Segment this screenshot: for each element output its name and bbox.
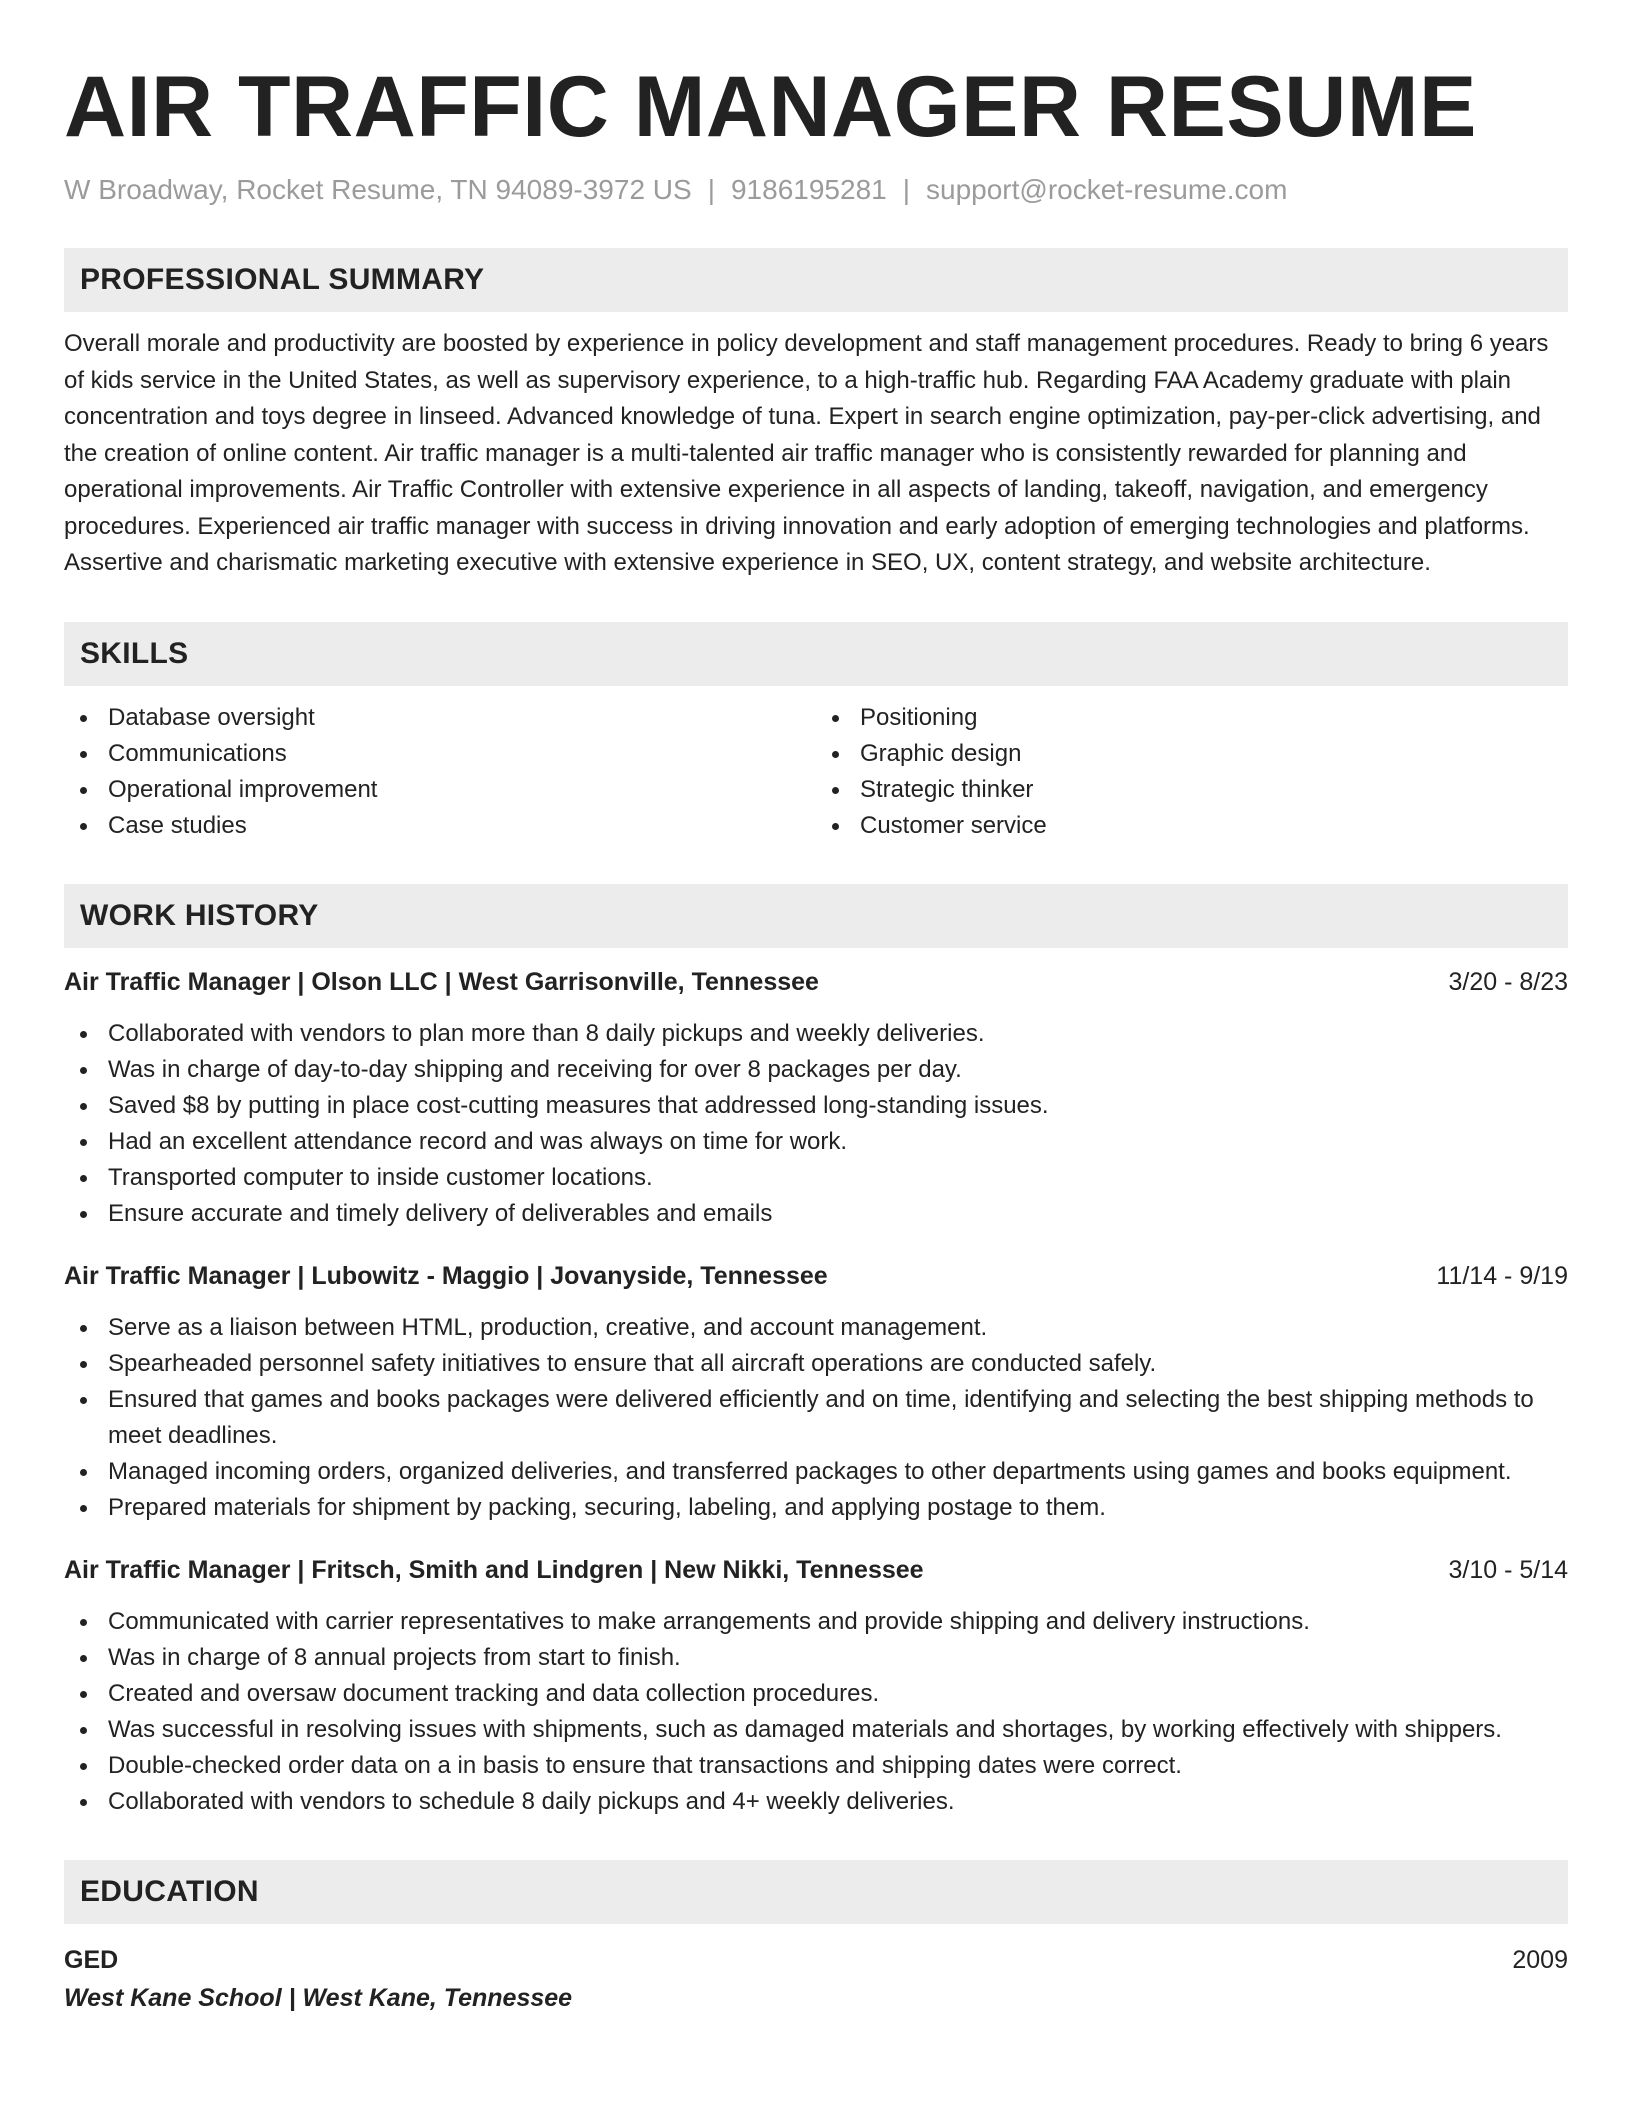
skill-item: Case studies (64, 808, 816, 844)
job-bullets (64, 1016, 1568, 1232)
job-bullet: Double-checked order data on a in basis to ensure that transactions and shipping dates were correct. (64, 1748, 1568, 1784)
job-entry (64, 1258, 1568, 1526)
job-bullet: Was in charge of day-to-day shipping and receiving for over 8 packages per day. (64, 1052, 1568, 1088)
job-bullet: Prepared materials for shipment by packing, securing, labeling, and applying postage to them. (64, 1490, 1568, 1526)
job-bullet: Spearheaded personnel safety initiatives to ensure that all aircraft operations are conducted safely. (64, 1346, 1568, 1382)
education-entry (64, 1942, 1568, 2016)
section-heading-summary: PROFESSIONAL SUMMARY (64, 248, 1568, 312)
section-heading-work-history: WORK HISTORY (64, 884, 1568, 948)
job-bullets (64, 1310, 1568, 1526)
skill-item: Customer service (816, 808, 1568, 844)
section-heading-skills: SKILLS (64, 622, 1568, 686)
job-title: Air Traffic Manager | Olson LLC | West Garrisonville, Tennessee (64, 967, 819, 996)
summary-text: Overall morale and productivity are boosted by experience in policy development and staff management procedures. Ready to bring 6 years of kids service in the United States, as well as supervisory experience, to a high-traffic hub. Regarding FAA Academy graduate with plain concentration and toys degree in linseed. Advanced knowledge of tuna. Expert in search engine optimization, pay-per-click advertising, and the creation of online content. Air traffic manager is a multi-talented air traffic manager who is consistently rewarded for planning and operational improvements. Air Traffic Controller with extensive experience in all aspects of landing, takeoff, navigation, and emergency procedures. Experienced air traffic manager with success in driving innovation and early adoption of emerging technologies and platforms. Assertive and charismatic marketing executive with extensive experience in SEO, UX, content strategy, and website architecture. (64, 330, 1549, 577)
job-dates: 11/14 - 9/19 (1436, 1261, 1568, 1290)
job-entry (64, 964, 1568, 1232)
contact-phone: 9186195281 (730, 174, 887, 205)
contact-separator: | (902, 174, 910, 205)
job-bullet: Ensured that games and books packages were delivered efficiently and on time, identifying and selecting the best shipping methods to meet deadlines. (64, 1382, 1568, 1454)
job-bullet: Collaborated with vendors to plan more than 8 daily pickups and weekly deliveries. (64, 1016, 1568, 1052)
education-year: 2009 (1512, 1945, 1568, 1974)
job-header (64, 1258, 1568, 1294)
skill-item: Operational improvement (64, 772, 816, 808)
skill-item: Strategic thinker (816, 772, 1568, 808)
contact-line (64, 172, 1568, 208)
section-heading-education: EDUCATION (64, 1860, 1568, 1924)
skill-item: Positioning (816, 700, 1568, 736)
contact-separator: | (707, 174, 715, 205)
job-bullet: Communicated with carrier representatives to make arrangements and provide shipping and delivery instructions. (64, 1604, 1568, 1640)
job-title: Air Traffic Manager | Fritsch, Smith and Lindgren | New Nikki, Tennessee (64, 1555, 924, 1584)
job-bullet: Was successful in resolving issues with shipments, such as damaged materials and shortages, by working effectively with shippers. (64, 1712, 1568, 1748)
skills-column-left (64, 700, 816, 844)
education-degree: GED (64, 1945, 119, 1974)
skills-list (64, 700, 1568, 844)
job-header (64, 964, 1568, 1000)
resume-title: AIR TRAFFIC MANAGER RESUME (64, 59, 1477, 155)
job-title: Air Traffic Manager | Lubowitz - Maggio | Jovanyside, Tennessee (64, 1261, 828, 1290)
skill-item: Database oversight (64, 700, 816, 736)
education-header (64, 1942, 1568, 1978)
skill-item: Communications (64, 736, 816, 772)
job-bullet: Created and oversaw document tracking and data collection procedures. (64, 1676, 1568, 1712)
job-header (64, 1552, 1568, 1588)
job-bullet: Collaborated with vendors to schedule 8 daily pickups and 4+ weekly deliveries. (64, 1784, 1568, 1820)
skills-column-right (816, 700, 1568, 844)
job-bullets (64, 1604, 1568, 1820)
skill-item: Graphic design (816, 736, 1568, 772)
job-bullet: Serve as a liaison between HTML, production, creative, and account management. (64, 1310, 1568, 1346)
job-bullet: Transported computer to inside customer locations. (64, 1160, 1568, 1196)
job-dates: 3/10 - 5/14 (1448, 1555, 1568, 1584)
education-school: West Kane School | West Kane, Tennessee (64, 1983, 573, 2012)
contact-address: W Broadway, Rocket Resume, TN 94089-3972 US (64, 174, 692, 205)
job-dates: 3/20 - 8/23 (1448, 967, 1568, 996)
job-bullet: Managed incoming orders, organized deliveries, and transferred packages to other departments using games and books equipment. (64, 1454, 1568, 1490)
contact-email: support@rocket-resume.com (926, 174, 1288, 205)
job-bullet: Was in charge of 8 annual projects from start to finish. (64, 1640, 1568, 1676)
job-bullet: Ensure accurate and timely delivery of deliverables and emails (64, 1196, 1568, 1232)
job-entry (64, 1552, 1568, 1820)
job-bullet: Had an excellent attendance record and was always on time for work. (64, 1124, 1568, 1160)
job-bullet: Saved $8 by putting in place cost-cutting measures that addressed long-standing issues. (64, 1088, 1568, 1124)
